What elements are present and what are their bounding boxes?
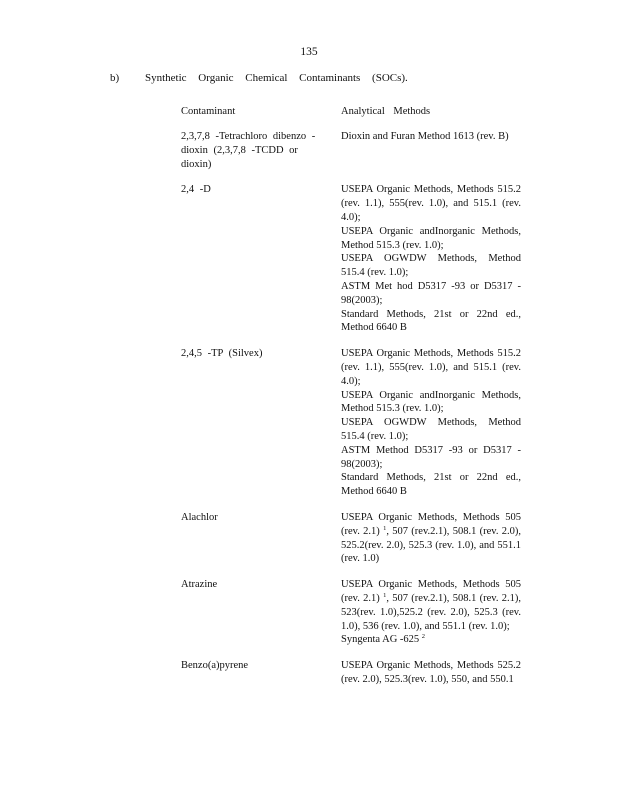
contaminant-name: 2,3,7,8 -Tetrachloro dibenzo - dioxin (2,3,7,8 -TCDD or dioxin)	[181, 131, 316, 170]
method-entry: ASTM Met hod D5317 -93 or D5317 - 98(2003);	[341, 280, 521, 306]
contaminant-name: 2,4,5 -TP (Silvex)	[181, 348, 263, 360]
method-entry: USEPA OGWDW Methods, Method 515.4 (rev. 1.0);	[341, 253, 521, 279]
contaminant-name: Atrazine	[181, 579, 218, 591]
column-header-methods: Analytical Methods	[341, 106, 431, 117]
analytical-methods	[341, 130, 521, 171]
table-row	[181, 183, 521, 335]
method-entry: USEPA Organic andInorganic Methods, Method 515.3 (rev. 1.0);	[341, 225, 521, 251]
table-row	[181, 130, 521, 171]
section-marker: b)	[110, 72, 120, 84]
method-entry: USEPA Organic Methods, Methods 505 (rev. 2.1) $^1$, 507 (rev.2.1), 508.1 (rev. 2.1), 523(rev. 1.0),525.2 (rev. 2.0), 525.3 (rev. 1.0), 536 (rev. 1.0), and 551.1 (rev. 1.0);	[341, 579, 522, 632]
contaminant-name: Alachlor	[181, 511, 218, 523]
section-title: Synthetic Organic Chemical Contaminants (SOCs).	[145, 72, 408, 84]
footnote-marker: 1	[383, 591, 387, 599]
method-entry: Syngenta AG -625 $^2$	[341, 633, 426, 646]
footnote-marker: 2	[421, 633, 426, 641]
analytical-methods	[341, 578, 521, 647]
analytical-methods	[341, 183, 521, 335]
contaminant-name: Benzo(a)pyrene	[181, 660, 249, 672]
column-header-contaminant: Contaminant	[181, 106, 236, 117]
table-row	[181, 578, 521, 647]
table-row	[181, 511, 521, 566]
table-row	[181, 659, 521, 687]
method-entry: Standard Methods, 21st or 22nd ed., Method 6640 B	[341, 472, 521, 498]
analytical-methods	[341, 511, 521, 566]
footnote-marker: 1	[383, 524, 387, 532]
table-row	[181, 347, 521, 499]
method-entry: USEPA Organic Methods, Methods 515.2 (rev. 1.1), 555(rev. 1.0), and 515.1 (rev. 4.0);	[341, 184, 521, 223]
method-entry: USEPA Organic Methods, Methods 525.2 (rev. 2.0), 525.3(rev. 1.0), 550, and 550.1	[341, 660, 521, 685]
method-entry: Dioxin and Furan Method 1613 (rev. B)	[341, 131, 509, 142]
method-entry: USEPA OGWDW Methods, Method 515.4 (rev. 1.0);	[341, 417, 521, 442]
analytical-methods	[341, 659, 521, 687]
method-entry: ASTM Method D5317 -93 or D5317 - 98(2003);	[341, 444, 521, 470]
contaminant-name: 2,4 -D	[181, 184, 211, 196]
method-entry: USEPA Organic andInorganic Methods, Method 515.3 (rev. 1.0);	[341, 389, 521, 415]
page-number: 135	[300, 46, 318, 58]
contaminant-table	[181, 130, 521, 699]
method-entry: Standard Methods, 21st or 22nd ed., Method 6640 B	[341, 308, 521, 334]
method-entry: USEPA Organic Methods, Methods 515.2 (rev. 1.1), 555(rev. 1.0), and 515.1 (rev. 4.0);	[341, 348, 521, 387]
analytical-methods	[341, 347, 521, 499]
method-entry: USEPA Organic Methods, Methods 505 (rev. 2.1) $^1$, 507 (rev.2.1), 508.1 (rev. 2.0), 525.2(rev. 2.0), 525.3 (rev. 1.0), and 551.1 (rev. 1.0)	[341, 511, 522, 565]
